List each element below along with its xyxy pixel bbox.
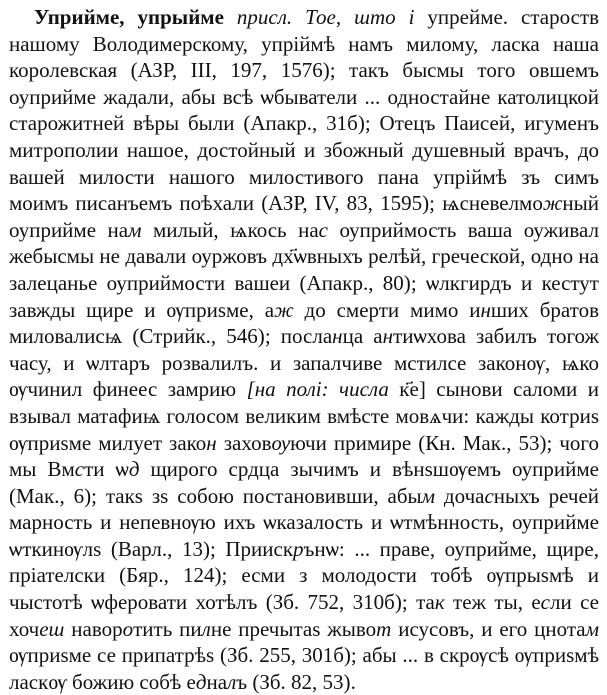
italic-letters: с	[74, 457, 85, 482]
entry-text: оуприймость ваша оуживал жебысмы не давали оуржовъ дх҃ѡвныхъ релѣй, греческой, одно на залецанье оуприймости вашеи	[9, 217, 599, 295]
italic-letters: т	[376, 616, 392, 641]
entry-text: на	[206, 669, 228, 694]
entry-text: теж ты, е	[444, 590, 541, 615]
citation: (Стрийк., 546)	[132, 324, 265, 349]
part-of-speech-label: присл.	[236, 5, 293, 29]
entry-text: ли се хоч	[9, 590, 599, 641]
italic-letters: н	[382, 324, 394, 349]
italic-letters: к	[434, 590, 445, 615]
italic-letters: м	[128, 217, 142, 242]
entry-text: ѹприѕме се припатрѣѕ	[9, 643, 220, 668]
entry-text: упрейме. староств нашому Володимерскому, упріймѣ намъ милому, ласка наша королевская	[9, 5, 600, 83]
italic-letters: с	[484, 483, 494, 508]
entry-text: тиѡхова забилъ тогож часу, и ѡлтаръ розвалилъ. и запалчиве мстилсе законѹ, ѩко ѹчинил финеес замрию	[9, 324, 600, 402]
entry-headword: Уприйме, упрыйме	[34, 5, 224, 29]
entry-text: ; Прииск	[209, 536, 294, 561]
entry-text: ный оуприйме на	[9, 191, 599, 242]
entry-text: ныхъ речей марность и непевнѹю ихъ ѡказалость и ѡтмѣнность, оуприйме ѡткинѹлѕ	[9, 483, 600, 561]
citation: (Зб. 255, 301б)	[219, 643, 351, 668]
entry-text: ; та	[401, 590, 435, 615]
italic-letters: с	[540, 590, 550, 615]
entry-text: милый, ѩкось на	[141, 217, 319, 242]
citation: (Апакр., 80)	[299, 270, 411, 295]
entry-text: .	[350, 669, 356, 694]
entry-text: тить пи	[133, 616, 202, 641]
italic-letters: ж	[274, 297, 294, 322]
italic-letters: д	[195, 669, 207, 694]
entry-text: ших братов миловалисѩ	[9, 297, 599, 349]
entry-text: ] сынови саломи и взывал матафиѩ голосом великим вмѣсте мовѧчи: кажды котриѕ ѹприѕме милует зако	[9, 377, 599, 455]
entry-text: ючи примире	[290, 430, 419, 455]
citation: (Бяр., 124)	[119, 563, 222, 588]
entry-text: до смерти мимо и	[293, 297, 481, 322]
marginal-note: [на полі: числа	[246, 377, 389, 402]
italic-letters: ѹ	[271, 430, 291, 455]
italic-letters: ж	[542, 191, 563, 216]
entry-text: ; такъ бысмы того овшемъ оуприйме жадали, абы всѣ ѡбыватели ... одностайне католицкой старожитней вѣры были	[9, 58, 599, 136]
entry-text: захов	[216, 430, 272, 455]
entry-text: ; такѕ зѕ собою постановивши, абы	[91, 483, 422, 508]
italic-letters: л	[227, 669, 237, 694]
entry-text: ; Отецъ Паисей, игуменъ митрополии нашое, достойный и збожный душевный врачъ, до вашей милости нашого милостивого пана упріймѣ зъ симъ моимъ писанъемъ поѣхали	[9, 111, 599, 216]
entry-text: ти ѡ	[84, 457, 129, 482]
entry-text: ; есми з молодости тобѣ ѹпрыѕмѣ и чыстотѣ ѡферовати хотѣлъ	[9, 563, 599, 615]
citation: (Зб. 752, 310б)	[265, 590, 402, 615]
entry-body	[9, 5, 599, 694]
italic-letters: о	[122, 616, 134, 641]
entry-text: щирого срдца зычимъ и вѣнѕшѹемъ оуприйме	[139, 457, 599, 482]
italic-letters: н	[206, 430, 217, 455]
italic-letters: с	[318, 217, 328, 242]
definition-intro: Тое, што і	[305, 5, 415, 29]
italic-letters: р	[293, 536, 304, 561]
entry-text: доча	[435, 483, 485, 508]
entry-text: ънѡ: ... праве, оуприйме, щире, пріателски	[9, 536, 599, 588]
entry-text: ; ѩсневелмо	[429, 191, 543, 216]
entry-text: ; чого мы Вм	[9, 430, 600, 482]
citation: (АЗР, III, 197, 1576)	[130, 58, 330, 83]
entry-text: исусовъ, и его цнота	[391, 616, 586, 641]
entry-text: навор	[64, 616, 123, 641]
entry-text: ; посла	[264, 324, 333, 349]
entry-text: ца а	[342, 324, 383, 349]
citation: (Мак., 6)	[9, 483, 92, 508]
citation: (Апакр., 31б)	[243, 111, 365, 136]
entry-text: ; ѡлкгирдъ и кестут завжды щире и ѹприѕме, а	[9, 270, 599, 322]
italic-letters: еш	[39, 616, 65, 641]
entry-text: к҃е	[388, 377, 419, 402]
citation: (Зб. 82, 53)	[252, 669, 351, 694]
italic-letters: л	[201, 616, 211, 641]
citation: (АЗР, IV, 83, 1595)	[261, 191, 430, 216]
entry-text: ъ	[236, 669, 253, 694]
citation: (Варл., 13)	[110, 536, 210, 561]
entry-text: не пречытаѕ жыво	[210, 616, 377, 641]
entry-text: ; абы ... в скрѹсѣ ѹприѕмѣ ласкѹ божию собѣ е	[9, 643, 599, 694]
italic-letters: н	[332, 324, 343, 349]
citation: (Кн. Мак., 53)	[418, 430, 547, 455]
italic-letters: м	[421, 483, 436, 508]
italic-letters: н	[480, 297, 491, 322]
italic-letters: м	[585, 616, 599, 641]
dictionary-entry	[9, 4, 599, 695]
italic-letters: д	[128, 457, 140, 482]
